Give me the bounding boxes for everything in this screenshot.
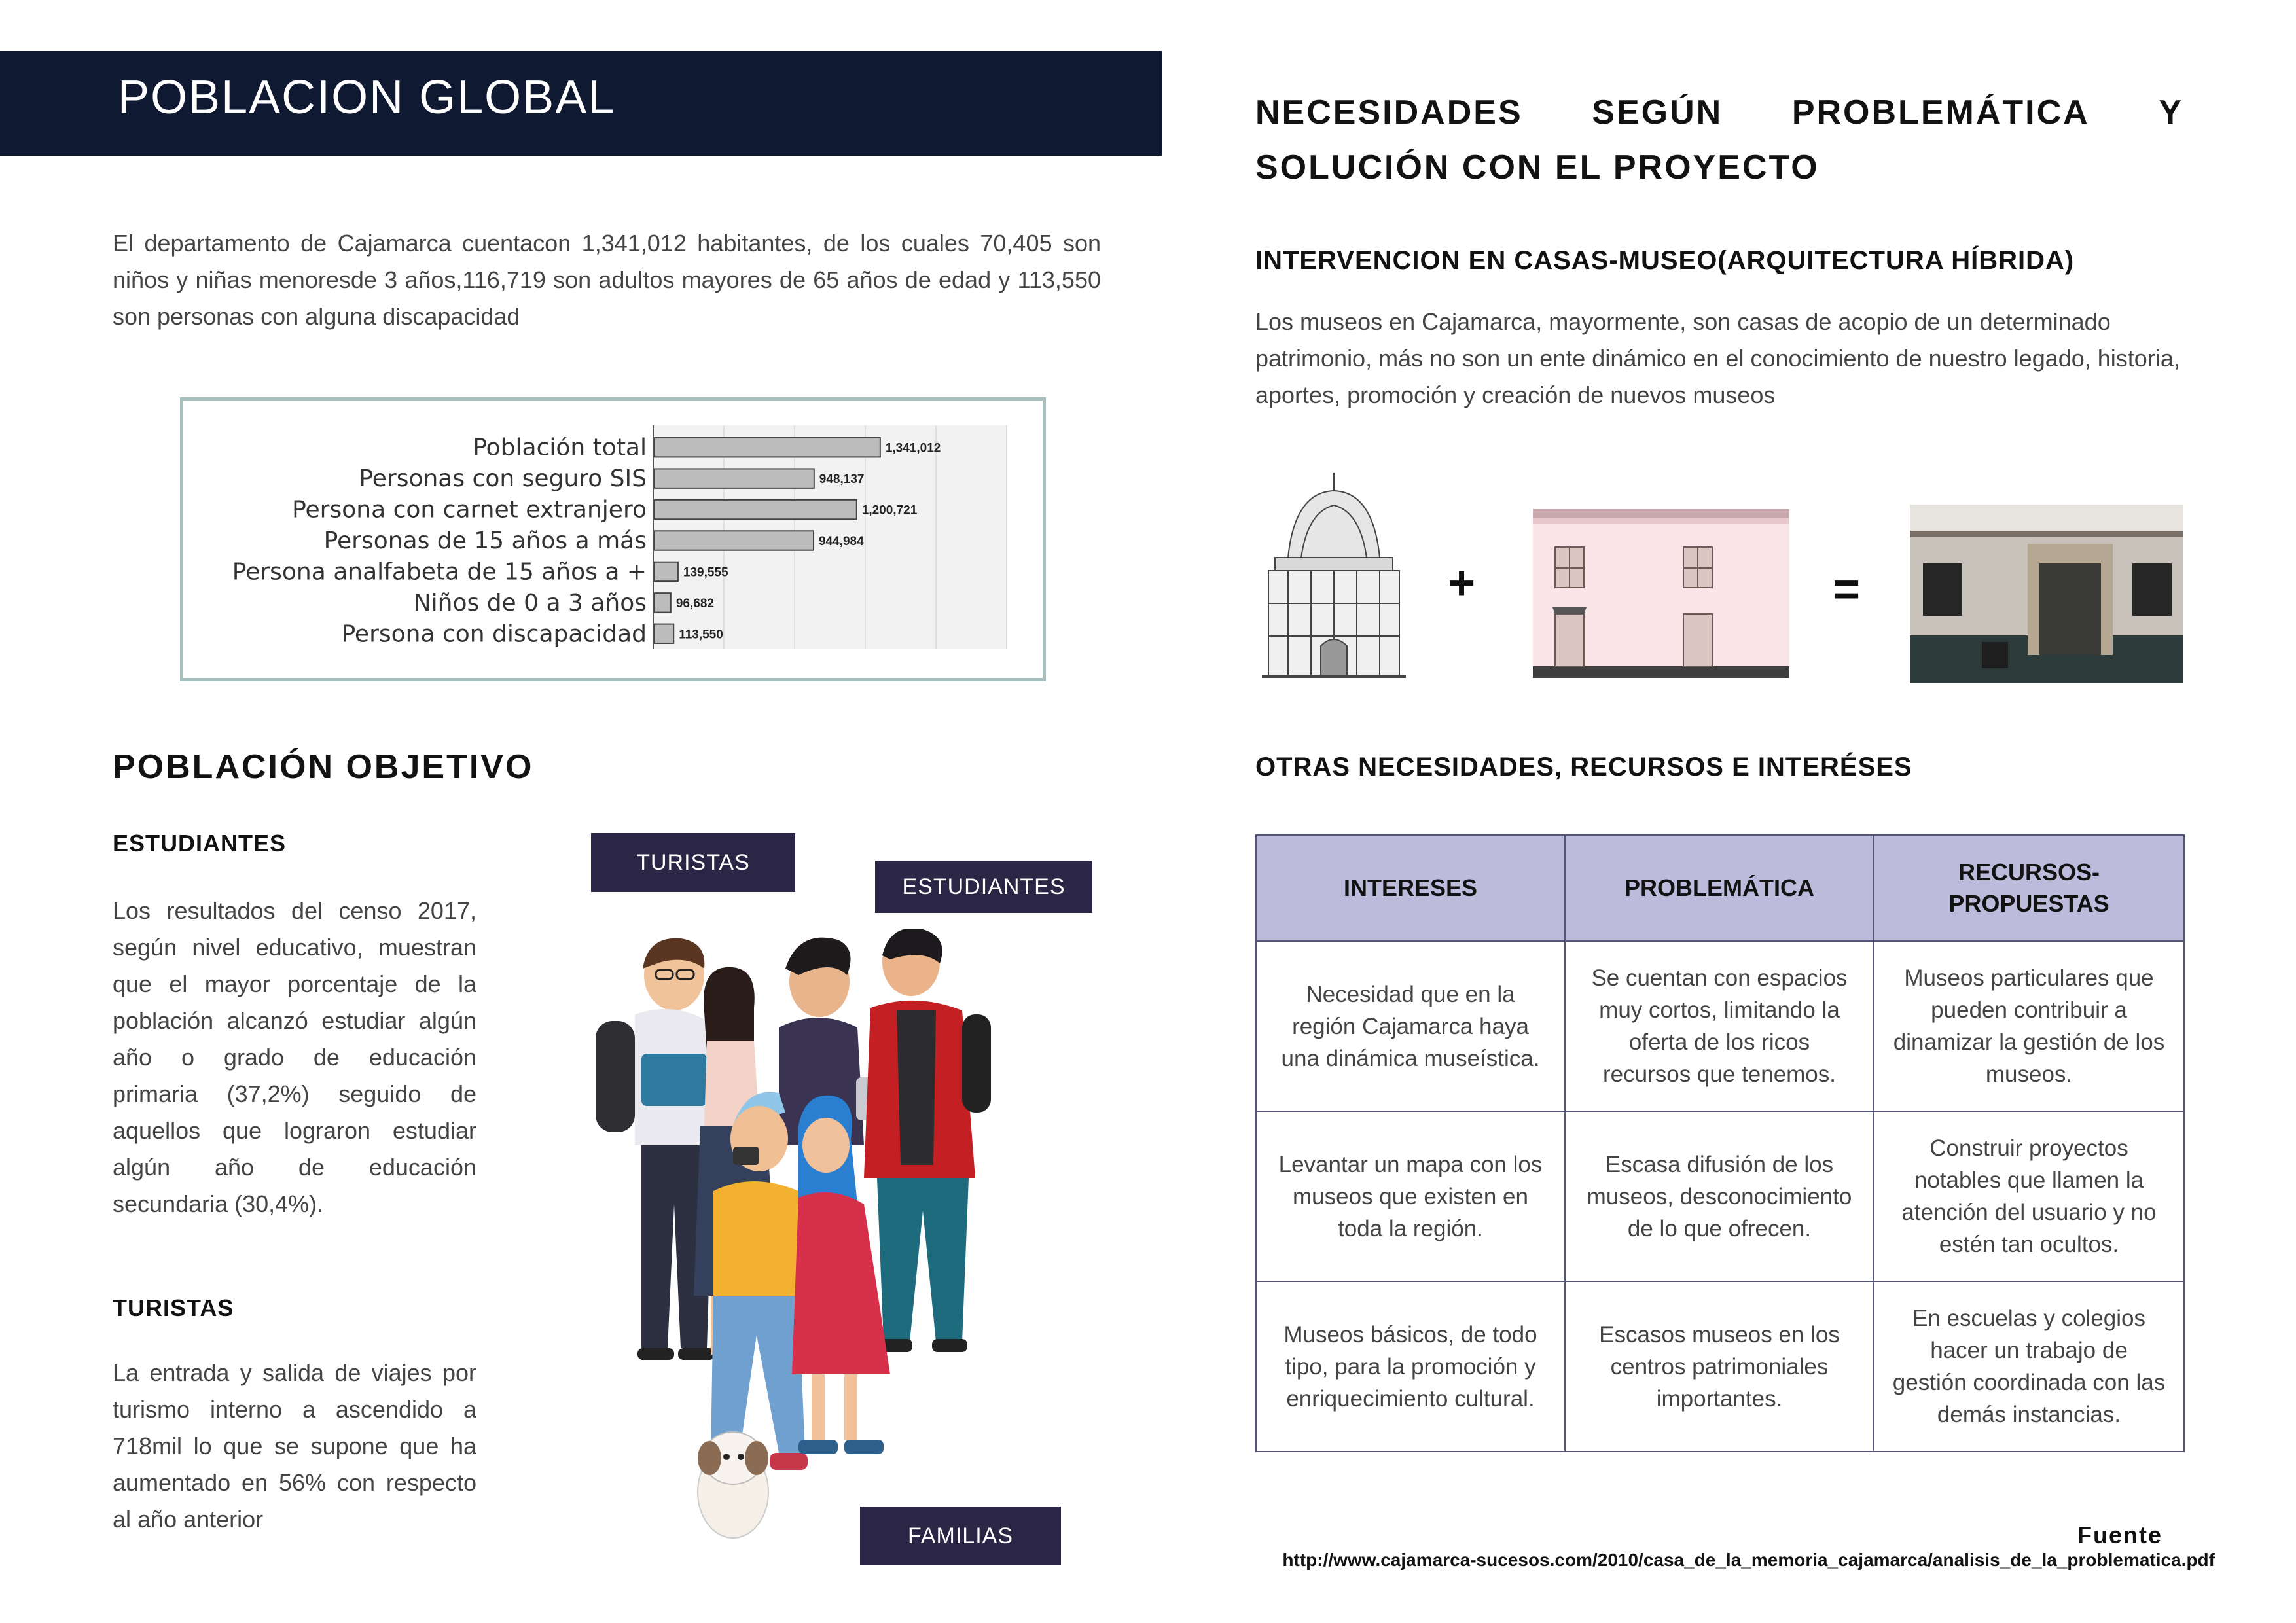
person-right (864, 929, 991, 1352)
needs-table (1255, 834, 2185, 1452)
other-needs-heading: OTRAS NECESIDADES, RECURSOS E INTERÉSES (1255, 753, 1912, 781)
bar (655, 469, 814, 488)
intro-paragraph: El departamento de Cajamarca cuentacon 1,341,012 habitantes, de los cuales 70,405 son niños y niñas menoresde 3 años,116,719 son adultos mayores de 65 años de edad y 113,550 son personas con alguna discapacidad (113, 230, 1101, 330)
category-label: Personas con seguro SIS (359, 465, 647, 493)
table-cell: Escasos museos en los centros patrimoniales importantes. (1565, 1281, 1874, 1452)
students-heading: ESTUDIANTES (113, 830, 287, 857)
bar (655, 438, 880, 457)
needs-title-word: NECESIDADES (1255, 94, 1523, 132)
category-label: Niños de 0 a 3 años (413, 589, 647, 616)
tag-estudiantes: ESTUDIANTES (875, 861, 1092, 913)
category-label: Persona con carnet extranjero (292, 496, 647, 524)
needs-title-line1 (1255, 93, 2183, 132)
bar (655, 593, 671, 612)
header-problematica: PROBLEMÁTICA (1565, 835, 1874, 941)
equals-sign: = (1833, 563, 1861, 616)
bar-value-label: 113,550 (679, 628, 723, 642)
bar-value-label: 1,200,721 (861, 503, 918, 518)
tourists-heading: TURISTAS (113, 1294, 234, 1321)
intervention-paragraph: Los museos en Cajamarca, mayormente, son casas de acopio de un determinado patrimonio, más no son un ente dinámico en el conocimiento de nuestro legado, historia, aportes, promoción y creación de nuevos museos (1255, 308, 2180, 408)
tag-turistas: TURISTAS (591, 833, 795, 892)
person-left (596, 938, 715, 1360)
students-paragraph: Los resultados del censo 2017, según nivel educativo, muestran que el mayor porcentaje de la población alcanzó estudiar algún año o grado de educación primaria (37,2%) seguido de aquellos que lograron estudiar algún año de educación secundaria (30,4%). (113, 897, 476, 1217)
intervention-heading: INTERVENCION EN CASAS-MUSEO(ARQUITECTURA HÍBRIDA) (1255, 246, 2075, 275)
table-row (1256, 941, 2184, 1111)
table-header-row (1256, 835, 2184, 941)
source-link[interactable]: http://www.cajamarca-sucesos.com/2010/casa_de_la_memoria_cajamarca/analisis_de_la_problematica.pdf (1282, 1550, 2215, 1570)
table-cell: Museos básicos, de todo tipo, para la promoción y enriquecimiento cultural. (1256, 1281, 1565, 1452)
dog-illustration (698, 1432, 768, 1538)
header-intereses: INTERESES (1256, 835, 1565, 941)
needs-title-word: Y (2159, 94, 2183, 132)
bar (655, 500, 857, 519)
table-cell: Necesidad que en la región Cajamarca haya una dinámica museística. (1256, 941, 1565, 1111)
table-row (1256, 1111, 2184, 1281)
category-label: Persona analfabeta de 15 años a + (232, 558, 647, 586)
category-label: Población total (473, 434, 647, 461)
needs-title-word: PROBLEMÁTICA (1791, 94, 2090, 132)
table-cell: En escuelas y colegios hacer un trabajo de gestión coordinada con las demás instancias. (1874, 1281, 2184, 1452)
baptistery-drawing (1255, 466, 1412, 682)
bar (655, 624, 673, 643)
source-label: Fuente (2077, 1522, 2162, 1548)
bar-value-label: 948,137 (819, 473, 865, 487)
category-label: Persona con discapacidad (341, 620, 647, 648)
bar-value-label: 139,555 (683, 565, 728, 580)
table-cell: Levantar un mapa con los museos que existen en toda la región. (1256, 1111, 1565, 1281)
target-population-heading: POBLACIÓN OBJETIVO (113, 748, 534, 786)
needs-title-line2: SOLUCIÓN CON EL PROYECTO (1255, 149, 1820, 187)
bar-value-label: 944,984 (818, 535, 864, 548)
population-chart (180, 397, 1046, 681)
plus-sign: + (1448, 557, 1476, 609)
header-recursos: RECURSOS- PROPUESTAS (1874, 835, 2184, 941)
table-row (1256, 1281, 2184, 1452)
table-cell: Escasa difusión de los museos, desconocimiento de lo que ofrecen. (1565, 1111, 1874, 1281)
bar-value-label: 96,682 (675, 596, 714, 611)
tag-familias: FAMILIAS (860, 1507, 1061, 1565)
people-illustration (583, 929, 1067, 1551)
needs-title-word: SEGÚN (1592, 94, 1723, 132)
tourists-paragraph: La entrada y salida de viajes por turismo interno a ascendido a 718mil lo que se supone que ha aumentado en 56% con respecto al año anterior (113, 1359, 476, 1533)
page-title: POBLACION GLOBAL (118, 71, 616, 124)
population-bar-chart (183, 401, 1043, 678)
table-cell: Construir proyectos notables que llamen la atención del usuario y no estén tan ocultos. (1874, 1111, 2184, 1281)
bar (655, 531, 814, 550)
bar (655, 562, 678, 581)
category-label: Personas de 15 años a más (323, 527, 647, 554)
table-cell: Museos particulares que pueden contribuir a dinamizar la gestión de los museos. (1874, 941, 2184, 1111)
museum-house-photo (1910, 505, 2183, 683)
colonial-facade-drawing (1533, 509, 1789, 678)
table-cell: Se cuentan con espacios muy cortos, limitando la oferta de los ricos recursos que tenemos. (1565, 941, 1874, 1111)
bar-value-label: 1,341,012 (885, 441, 941, 455)
